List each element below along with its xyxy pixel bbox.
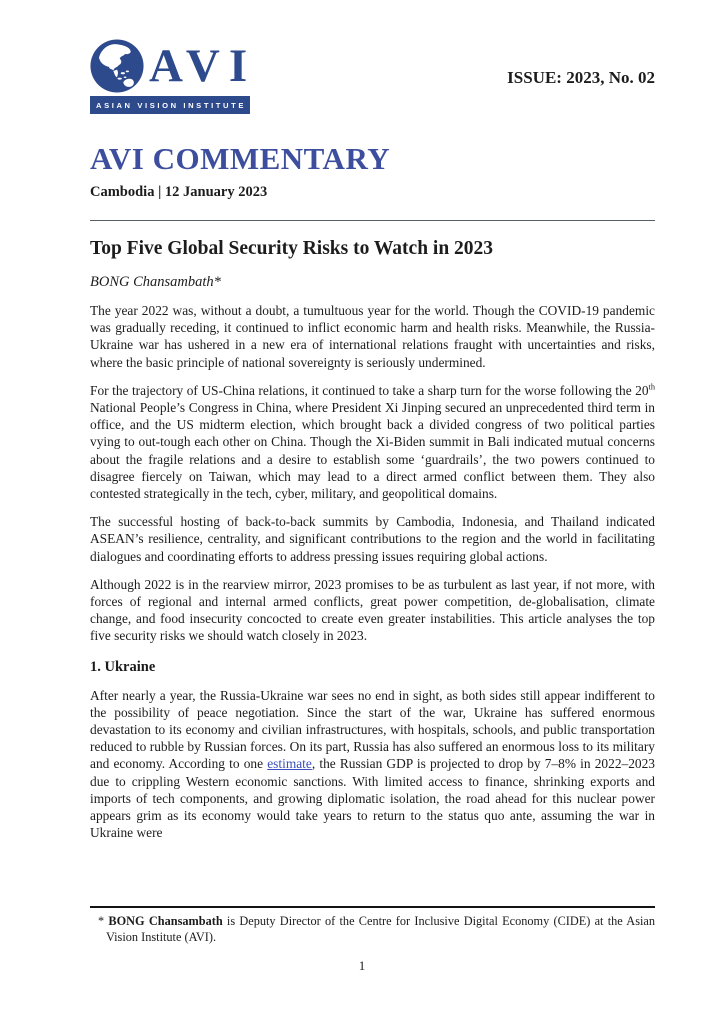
header-divider (90, 220, 655, 221)
footnote-marker: * (98, 914, 109, 928)
page-number: 1 (358, 958, 366, 973)
estimate-link[interactable]: estimate (267, 756, 312, 772)
footnote-rest: is Deputy Director of the Centre for Inclusive Digital Economy (CIDE) at the Asian Vision Institute (AVI). (106, 914, 655, 944)
avi-logo (90, 38, 257, 114)
publication-title: AVI COMMENTARY (90, 141, 391, 176)
footnote-area (90, 906, 655, 946)
logo-acronym: AVI (149, 40, 257, 92)
paragraph: The successful hosting of back-to-back summits by Cambodia, Indonesia, and Thailand indicated ASEAN’s resilience, centrality, and significant contributions to the region and the world in facilitating dialogues and coordinating efforts to address pressing issues requiring global actions. (90, 514, 655, 564)
dateline: Cambodia | 12 January 2023 (90, 184, 268, 200)
article-body (90, 302, 655, 841)
footnote-rule (90, 906, 655, 908)
article-author: BONG Chansambath* (90, 274, 221, 290)
footnote-author: BONG Chansambath (108, 914, 223, 928)
logo-top-row (90, 38, 257, 93)
paragraph: After nearly a year, the Russia-Ukraine war sees no end in sight, as both sides still appear indifferent to the possibility of peace negotiation. Since the start of the war, Ukraine has suffered enormous devastation to its economy and civilian infrastructures, with hospitals, schools, and public transportation reduced to rubble by Russian forces. On its part, Russia has also suffered an enormous loss to its military and economy. According to one estimate, the Russian GDP is projected to drop by 7–8% in 2022–2023 due to crippling Western economic sanctions. With limited access to finance, shrinking exports and imports of tech components, and growing diplomatic isolation, the road ahead for this nuclear power appears grim as its economy would take years to return to the status quo ante, assuming the war in Ukraine were (90, 687, 655, 841)
paragraph: The year 2022 was, without a doubt, a tumultuous year for the world. Though the COVID-19 pandemic was gradually receding, it continued to inflict economic harm and health risks. Meanwhile, the Russia-Ukraine war has ushered in a new era of international relations fraught with uncertainties and risks, where the basic principle of national sovereignty is seriously undermined. (90, 303, 655, 370)
footnote (90, 914, 655, 946)
paragraph: Although 2022 is in the rearview mirror, 2023 promises to be as turbulent as last year, if not more, with forces of regional and internal armed conflicts, great power competition, de-globalisation, climate change, and food insecurity concocted to create even greater instabilities. This article analyses the top five security risks we should watch closely in 2023. (90, 576, 655, 644)
page-header (90, 38, 655, 114)
article-title: Top Five Global Security Risks to Watch in 2023 (90, 238, 494, 259)
globe-icon (90, 39, 144, 93)
issue-label: ISSUE: 2023, No. 02 (507, 68, 655, 87)
paragraph: For the trajectory of US-China relations, it continued to take a sharp turn for the worse following the 20th National People’s Congress in China, where President Xi Jinping secured an unprecedented third term in office, and the US midterm election, which brought back a divided congress of two political parties vying to out-tough each other on China. Though the Xi-Biden summit in Bali indicated mutual concerns about the fragile relations and a desire to establish some ‘guardrails’, the two powers continued to disagree fiercely on Taiwan, which may lead to a direct armed conflict between them. They also contested strategically in the tech, cyber, military, and geopolitical domains. (90, 382, 655, 502)
logo-tagline: ASIAN VISION INSTITUTE (90, 96, 250, 114)
section-heading: 1. Ukraine (90, 658, 156, 675)
